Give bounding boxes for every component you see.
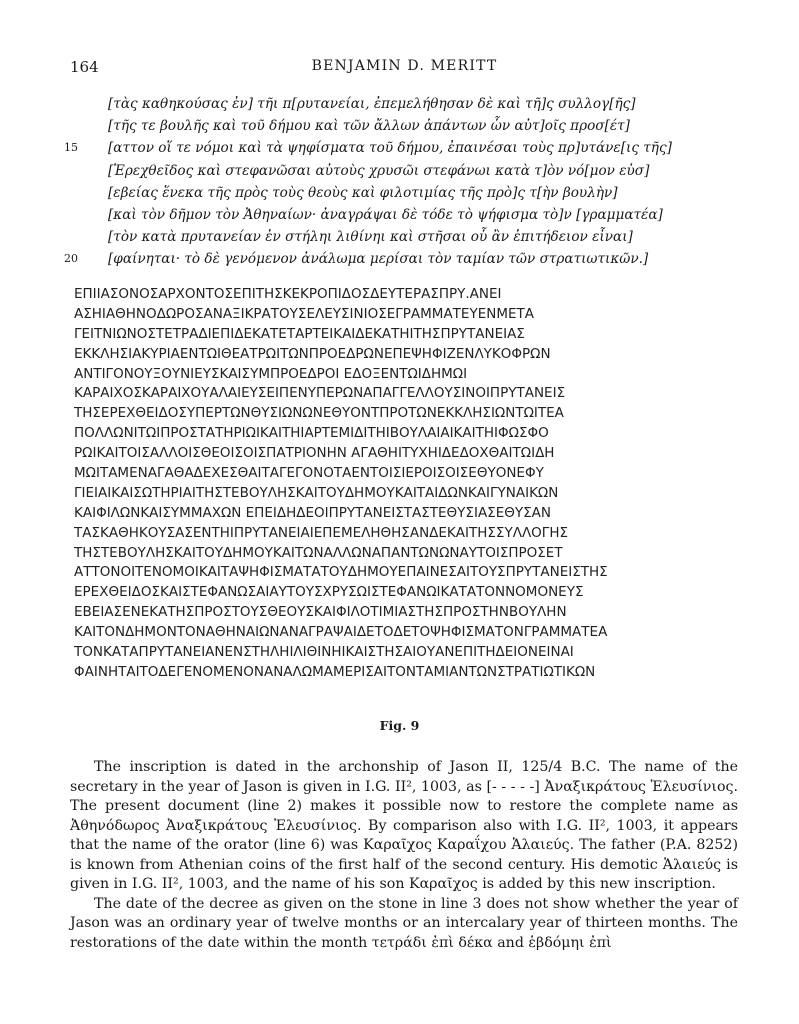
inscription-line: ΚΑΙΤΟΝΔΗΜΟΝΤΟΝΑΘΗΝΑΙΩΝΑΝΑΓΡΑΨΑΙΔΕΤΟΔΕΤΟΨΗΦΙΣΜΑΤΟΝΓΡΑΜΜΑΤΕΑ bbox=[74, 624, 608, 641]
greek-line bbox=[64, 248, 758, 270]
inscription-line: ΚΑΙΦΙΛΩΝΚΑΙΣΥΜΜΑΧΩΝ ΕΠΕΙΔΗΔΕΟΙΠΡΥΤΑΝΕΙΣΤΑΣΤΕΘΥΣΙΑΣΕΘΥΣΑΝ bbox=[74, 504, 551, 521]
inscription-line: ΕΒΕΙΑΣΕΝΕΚΑΤΗΣΠΡΟΣΤΟΥΣΘΕΟΥΣΚΑΙΦΙΛΟΤΙΜΙΑΣΤΗΣΠΡΟΣΤΗΝΒΟΥΛΗΝ bbox=[74, 604, 567, 621]
inscription-line: ΤΟΝΚΑΤΑΠΡΥΤΑΝΕΙΑΝΕΝΣΤΗΛΗΙΛΙΘΙΝΗΙΚΑΙΣΤΗΣΑΙΟΥΑΝΕΠΙΤΗΔΕΙΟΝΕΙΝΑΙ bbox=[74, 644, 574, 661]
inscription-line: ΤΗΣΕΡΕΧΘΕΙΔΟΣΥΠΕΡΤΩΝΘΥΣΙΩΝΩΝΕΘΥΟΝΤΠΡΟΤΩΝΕΚΚΛΗΣΙΩΝΤΩΙΤΕΑ bbox=[74, 405, 564, 422]
running-head: BENJAMIN D. MERITT bbox=[311, 58, 498, 74]
inscription-line: ΡΩΙΚΑΙΤΟΙΣΑΛΛΟΙΣΘΕΟΙΣΟΙΣΠΑΤΡΙΟΝΗΝ ΑΓΑΘΗΙΤΥΧΗΙΔΕΔΟΧΘΑΙΤΩΙΔΗ bbox=[74, 445, 555, 462]
body-paragraph: The date of the decree as given on the stone in line 3 does not show whether the year of Jason was an ordinary year of twelve months or an intercalary year of thirteen months. The restorations of the date within the month τετράδι ἐπὶ δέκα and ἑβδόμηι ἐπὶ bbox=[70, 895, 738, 951]
inscription-line: ΑΤΤΟΝΟΙΤΕΝΟΜΟΙΚΑΙΤΑΨΗΦΙΣΜΑΤΑΤΟΥΔΗΜΟΥΕΠΑΙΝΕΣΑΙΤΟΥΣΠΡΥΤΑΝΕΙΣΤΗΣ bbox=[74, 564, 608, 581]
inscription-line: ΑΝΤΙΓΟΝΟΥΞΟΥΝΙΕΥΣΚΑΙΣΥΜΠΡΟΕΔΡΟΙ ΕΔΟΞΕΝΤΩΙΔΗΜΩΙ bbox=[74, 365, 468, 382]
greek-line-text: [τῆς τε βουλῆς καὶ τοῦ δήμου καὶ τῶν ἄλλων ἁπάντων ὧν αὐτ]οῖς προσ[έτ] bbox=[108, 118, 630, 135]
inscription-facsimile bbox=[74, 284, 734, 682]
greek-line-text: [φαίνηται· τὸ δὲ γενόμενον ἀνάλωμα μερίσαι τὸν ταμίαν τῶν στρατιωτικῶν.] bbox=[108, 251, 649, 268]
inscription-line: ΕΠΙΙΑΣΟΝΟΣΑΡΧΟΝΤΟΣΕΠΙΤΗΣΚΕΚΡΟΠΙΔΟΣΔΕΥΤΕΡΑΣΠΡΥ.ΑΝΕΙ bbox=[74, 286, 502, 302]
inscription-line: ΦΑΙΝΗΤΑΙΤΟΔΕΓΕΝΟΜΕΝΟΝΑΝΑΛΩΜΑΜΕΡΙΣΑΙΤΟΝΤΑΜΙΑΝΤΩΝΣΤΡΑΤΙΩΤΙΚΩΝ bbox=[74, 663, 596, 680]
figure-caption: Fig. 9 bbox=[379, 718, 420, 733]
line-number: 20 bbox=[64, 252, 78, 266]
inscription-line: ΤΑΣΚΑΘΗΚΟΥΣΑΣΕΝΤΗΙΠΡΥΤΑΝΕΙΑΙΕΠΕΜΕΛΗΘΗΣΑΝΔΕΚΑΙΤΗΣΣΥΛΛΟΓΗΣ bbox=[74, 524, 569, 541]
greek-line-text: [Ἐρεχθεῖδος καὶ στεφανῶσαι αὐτοὺς χρυσῶι στεφάνωι κατὰ τ]ὸν νό[μον εὐσ] bbox=[108, 162, 650, 179]
inscription-line: ΕΡΕΧΘΕΙΔΟΣΚΑΙΣΤΕΦΑΝΩΣΑΙΑΥΤΟΥΣΧΡΥΣΩΙΣΤΕΦΑΝΩΙΚΑΤΑΤΟΝΝΟΜΟΝΕΥΣ bbox=[74, 584, 584, 601]
inscription-line: ΜΩΙΤΑΜΕΝΑΓΑΘΑΔΕΧΕΣΘΑΙΤΑΓΕΓΟΝΟΤΑΕΝΤΟΙΣΙΕΡΟΙΣΟΙΣΕΘΥΟΝΕΦΥ bbox=[74, 465, 544, 482]
greek-line bbox=[64, 137, 758, 159]
inscription-line: ΕΚΚΛΗΣΙΑΚΥΡΙΑΕΝΤΩΙΘΕΑΤΡΩΙΤΩΝΠΡΟΕΔΡΩΝΕΠΕΨΗΦΙΖΕΝΛΥΚΟΦΡΩΝ bbox=[74, 345, 551, 362]
greek-line-text: [καὶ τὸν δῆμον τὸν Ἀθηναίων· ἀναγράψαι δὲ τόδε τὸ ψήφισμα τὸ]ν [γραμματέα] bbox=[108, 206, 663, 223]
greek-line bbox=[108, 182, 758, 204]
body-paragraph: The inscription is dated in the archonship of Jason II, 125/4 B.C. The name of the secretary in the year of Jason is given in I.G. II², 1003, as [- - - - -] Ἀναξικράτους Ἐλευσίνιος. The present document (line 2) makes it possible now to restore the complete name as Ἀθηνόδωρος Ἀναξικράτους Ἐλευσίνιος. By comparison also with I.G. II², 1003, it appears that the name of the orator (line 6) was Καραῖχος Καραΐχου Ἁλαιεύς. The father (P.A. 8252) is known from Athenian coins of the first half of the second century. His demotic Ἁλαιεύς is given in I.G. II², 1003, and the name of his son Καραῖχος is added by this new inscription. bbox=[70, 759, 738, 892]
greek-line bbox=[108, 204, 758, 226]
greek-line-text: [αττον οἵ τε νόμοι καὶ τὰ ψηφίσματα τοῦ δήμου, ἐπαινέσαι τοὺς πρ]υτάνε[ις τῆς] bbox=[108, 140, 672, 157]
greek-line-text: [τὰς καθηκούσας ἐν] τῆι π[ρυτανείαι, ἐπεμελήθησαν δὲ καὶ τῆ]ς συλλογ[ῆς] bbox=[108, 96, 636, 112]
inscription-line: ΑΣΗΙΑΘΗΝΟΔΩΡΟΣΑΝΑΞΙΚΡΑΤΟΥΣΕΛΕΥΣΙΝΙΟΣΕΓΡΑΜΜΑΤΕΥΕΝΜΕΤΑ bbox=[74, 305, 534, 322]
greek-transcription bbox=[64, 93, 758, 271]
greek-line-text: [τὸν κατὰ πρυτανείαν ἐν στήληι λιθίνηι καὶ στῆσαι οὗ ἂν ἐπιτήδειον εἶναι] bbox=[108, 229, 633, 246]
greek-line bbox=[108, 115, 758, 137]
page-number: 164 bbox=[70, 58, 99, 76]
inscription-line: ΓΙΕΙΑΙΚΑΙΣΩΤΗΡΙΑΙΤΗΣΤΕΒΟΥΛΗΣΚΑΙΤΟΥΔΗΜΟΥΚΑΙΤΑΙΔΩΝΚΑΙΓΥΝΑΙΚΩΝ bbox=[74, 484, 559, 501]
line-number: 15 bbox=[64, 141, 78, 155]
body-text bbox=[70, 758, 738, 953]
inscription-line: ΓΕΙΤΝΙΩΝΟΣΤΕΤΡΑΔΙΕΠΙΔΕΚΑΤΕΤΑΡΤΕΙΚΑΙΔΕΚΑΤΗΙΤΗΣΠΡΥΤΑΝΕΙΑΣ bbox=[74, 325, 525, 342]
greek-line bbox=[108, 226, 758, 248]
inscription-line: ΠΟΛΛΩΝΙΤΩΙΠΡΟΣΤΑΤΗΡΙΩΙΚΑΙΤΗΙΑΡΤΕΜΙΔΙΤΗΙΒΟΥΛΑΙΑΙΚΑΙΤΗΙΦΩΣΦΟ bbox=[74, 425, 549, 442]
greek-line bbox=[108, 93, 758, 115]
inscription-line: ΚΑΡΑΙΧΟΣΚΑΡΑΙΧΟΥΑΛΑΙΕΥΣΕΙΠΕΝΥΠΕΡΩΝΑΠΑΓΓΕΛΛΟΥΣΙΝΟΙΠΡΥΤΑΝΕΙΣ bbox=[74, 385, 566, 402]
greek-line bbox=[108, 160, 758, 182]
inscription-line: ΤΗΣΤΕΒΟΥΛΗΣΚΑΙΤΟΥΔΗΜΟΥΚΑΙΤΩΝΑΛΛΩΝΑΠΑΝΤΩΝΩΝΑΥΤΟΙΣΠΡΟΣΕΤ bbox=[74, 544, 563, 561]
greek-line-text: [εβείας ἕνεκα τῆς πρὸς τοὺς θεοὺς καὶ φιλοτιμίας τῆς πρὸ]ς τ[ὴν βουλὴν] bbox=[108, 184, 618, 201]
page-header bbox=[70, 58, 739, 80]
